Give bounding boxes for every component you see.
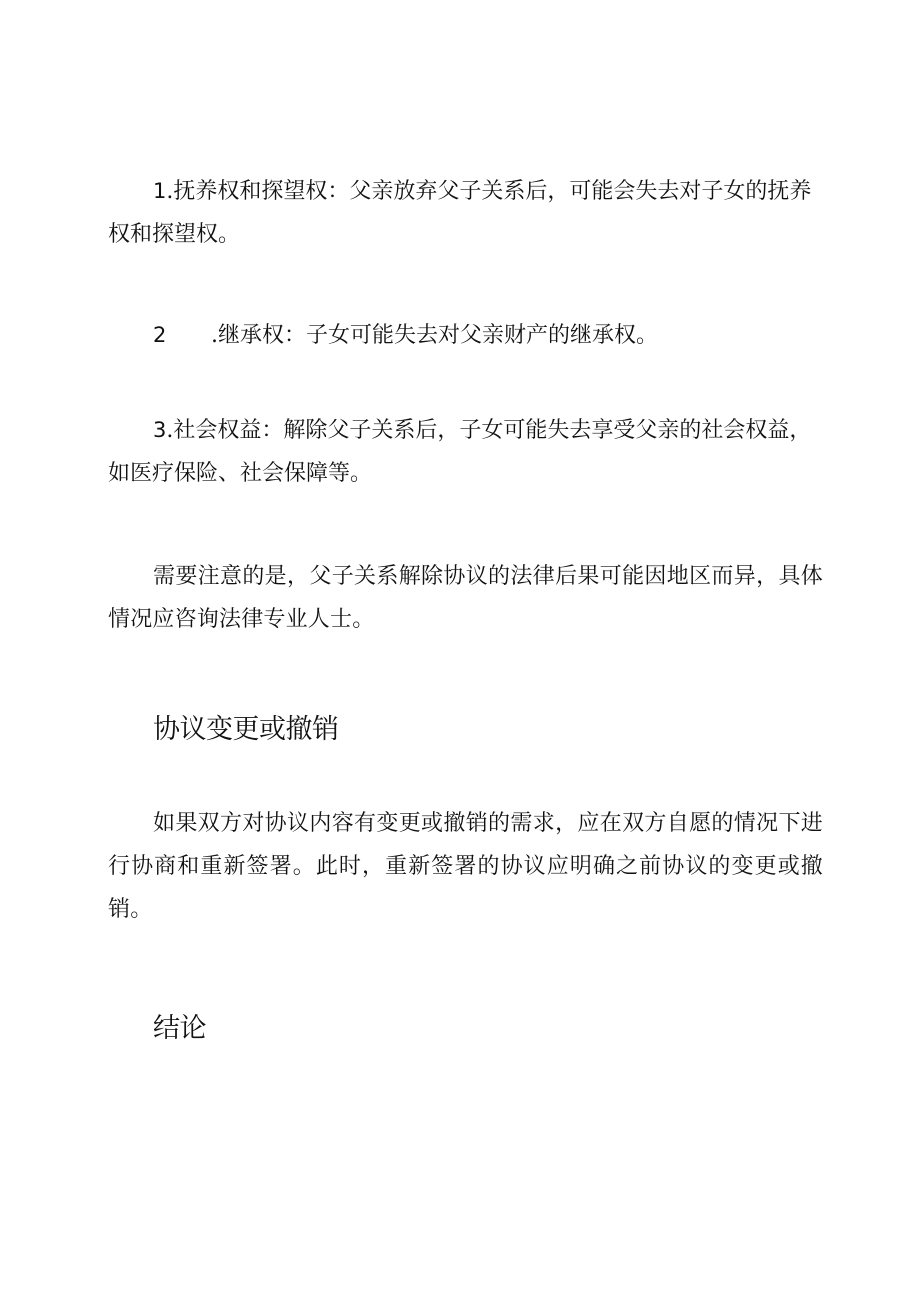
list-item-text: .继承权：子女可能失去对父亲财产的继承权。 [211, 323, 658, 348]
list-item-number: 3 [153, 418, 167, 442]
section-change-body: 如果双方对协议内容有变更或撤销的需求，应在双方自愿的情况下进行协商和重新签署。此时，重新签署的协议应明确之前协议的变更或撤销。 [108, 811, 823, 922]
list-item-social-rights [108, 409, 823, 495]
list-item-custody [108, 170, 823, 256]
list-item-number: 1 [153, 179, 167, 203]
list-item-number: 2 [153, 323, 167, 347]
section-heading-change: 协议变更或撤销 [153, 714, 339, 745]
list-item-text: .抚养权和探望权：父亲放弃父子关系后，可能会失去对子女的抚养权和探望权。 [108, 179, 812, 247]
list-item-text: .社会权益：解除父子关系后，子女可能失去享受父亲的社会权益，如医疗保险、社会保障等。 [108, 418, 812, 486]
note-paragraph: 需要注意的是，父子关系解除协议的法律后果可能因地区而异，具体情况应咨询法律专业人士。 [108, 564, 823, 632]
list-item-inheritance [108, 314, 823, 357]
section-heading-conclusion: 结论 [153, 1013, 206, 1044]
